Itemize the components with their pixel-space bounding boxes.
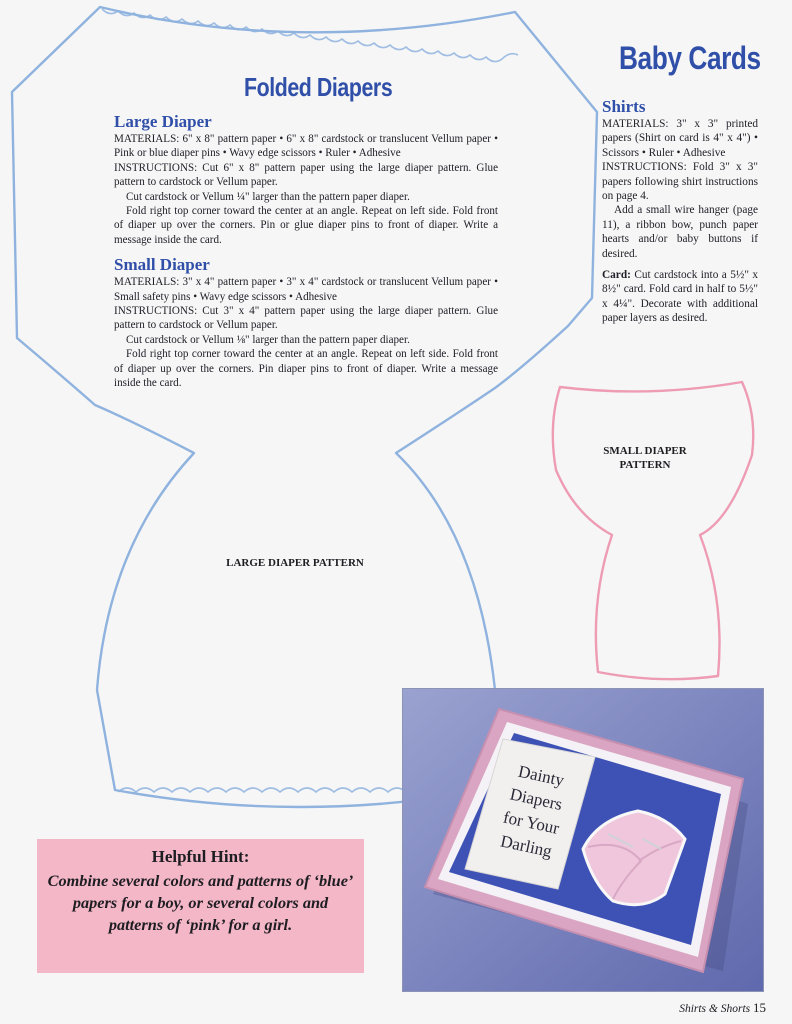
large-diaper-step-2: Cut cardstock or Vellum ¼" larger than the pattern paper diaper.	[126, 190, 410, 203]
folded-diapers-instructions	[114, 112, 498, 391]
card-label: Card:	[602, 269, 631, 282]
page-footer	[679, 1000, 766, 1016]
helpful-hint-title: Helpful Hint:	[151, 847, 250, 866]
small-diaper-step-3: Fold right top corner toward the center at an angle. Repeat on left side. Fold front of diaper up over the corners. Pin diaper pins to front of diaper. Write a message inside the card.	[114, 348, 498, 390]
card-message-line-2: Diapers	[508, 784, 565, 815]
helpful-hint-box	[37, 839, 364, 973]
small-diaper-step-2: Cut cardstock or Vellum ⅛" larger than the pattern paper diaper.	[126, 333, 410, 346]
large-diaper-heading: Large Diaper	[114, 112, 212, 131]
small-diaper-materials: MATERIALS: 3" x 4" pattern paper • 3" x 4" cardstock or translucent Vellum paper • Small safety pins • Wavy edge scissors • Adhesive	[114, 276, 498, 303]
folded-diapers-title: Folded Diapers	[244, 72, 393, 102]
card-message-line-3: for Your	[501, 807, 561, 838]
card-photo	[403, 689, 763, 991]
page-number: 15	[753, 1000, 766, 1015]
small-diaper-heading: Small Diaper	[114, 255, 210, 275]
small-diaper-instructions: INSTRUCTIONS: Cut 3" x 4" pattern paper using the large diaper pattern. Glue pattern to cardstock or Vellum paper.	[114, 305, 498, 332]
baby-cards-title: Baby Cards	[619, 40, 761, 76]
shirts-materials: MATERIALS: 3" x 3" printed papers (Shirt on card is 4" x 4") • Scissors • Ruler • Adhesive	[602, 118, 758, 159]
shirts-instructions: INSTRUCTIONS: Fold 3" x 3" papers following shirt instructions on page 4.	[602, 161, 758, 203]
shirts-heading: Shirts	[602, 97, 646, 116]
card-message-line-1: Dainty	[516, 761, 566, 790]
card-message-line-4: Darling	[498, 831, 554, 861]
card-text: Cut cardstock into a 5½" x 8½" card. Fold card in half to 5½" x 4¼". Decorate with additional paper layers as desired.	[602, 269, 759, 325]
helpful-hint-text: Combine several colors and patterns of ‘blue’ papers for a boy, or several colors and patterns of ‘pink’ for a girl.	[47, 871, 354, 934]
large-diaper-step-3: Fold right top corner toward the center at an angle. Repeat on left side. Fold front of diaper up over the corners. Pin or glue diaper pins to front of diaper. Write a message inside the card.	[114, 205, 498, 246]
large-diaper-pattern-label: LARGE DIAPER PATTERN	[226, 557, 364, 569]
large-diaper-instructions: INSTRUCTIONS: Cut 6" x 8" pattern paper using the large diaper pattern. Glue pattern to cardstock or Vellum paper.	[114, 161, 498, 189]
small-diaper-outline	[553, 382, 753, 679]
baby-cards-instructions	[602, 97, 758, 326]
large-diaper-materials: MATERIALS: 6" x 8" pattern paper • 6" x 8" cardstock or translucent Vellum paper • Pink or blue diaper pins • Wavy edge scissors • Ruler • Adhesive	[114, 133, 498, 160]
footer-section: Shirts & Shorts	[679, 1003, 751, 1015]
small-diaper-pattern-label: SMALL DIAPER PATTERN	[603, 445, 687, 471]
card-instructions	[602, 268, 758, 326]
shirts-step-2: Add a small wire hanger (page 11), a ribbon bow, punch paper hearts and/or baby buttons if desired.	[602, 204, 758, 260]
